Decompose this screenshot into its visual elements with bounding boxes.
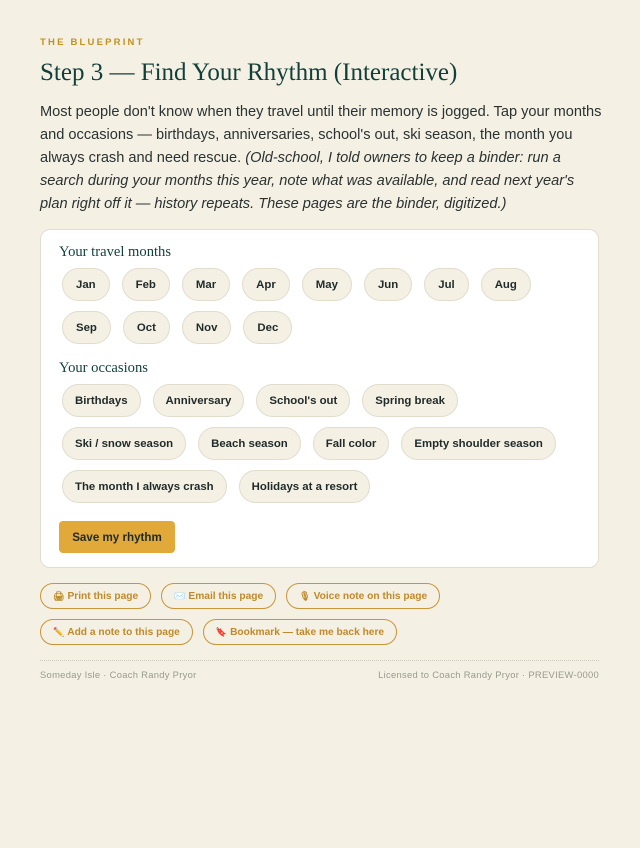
- occasion-chip-empty-shoulder-season[interactable]: Empty shoulder season: [401, 427, 556, 460]
- month-chip-mar[interactable]: Mar: [182, 268, 230, 301]
- save-rhythm-button[interactable]: Save my rhythm: [59, 521, 175, 553]
- email-this-page-button[interactable]: [161, 583, 276, 609]
- occasion-chip-anniversary[interactable]: Anniversary: [153, 384, 245, 417]
- voice-note-on-this-page-button[interactable]: [286, 583, 440, 609]
- month-chip-sep[interactable]: Sep: [62, 311, 111, 344]
- printer-icon: 🖨: [53, 590, 65, 601]
- add-a-note-to-this-page-button[interactable]: [40, 619, 193, 645]
- email-icon: ✉️: [174, 590, 186, 601]
- occasion-chip-birthdays[interactable]: Birthdays: [62, 384, 141, 417]
- occasion-chip-the-month-i-always-crash[interactable]: The month I always crash: [62, 470, 227, 503]
- occasion-chip-school-s-out[interactable]: School's out: [256, 384, 350, 417]
- eyebrow-label: THE BLUEPRINT: [40, 37, 145, 48]
- month-chip-may[interactable]: May: [302, 268, 352, 301]
- intro-text: Most people don't know when they travel until their memory is jogged. Tap your months and occasions — birthdays, anniversaries, school's out, ski season, the month you always crash and need rescue.: [40, 104, 602, 166]
- occasion-chip-ski-snow-season[interactable]: Ski / snow season: [62, 427, 186, 460]
- action-label: Voice note on this page: [313, 590, 428, 602]
- print-this-page-button[interactable]: [40, 583, 151, 609]
- action-label: Add a note to this page: [67, 626, 180, 638]
- footer: [40, 669, 599, 680]
- rhythm-card: [40, 229, 599, 568]
- month-chip-feb[interactable]: Feb: [122, 268, 170, 301]
- occasion-chip-spring-break[interactable]: Spring break: [362, 384, 458, 417]
- occasion-chip-beach-season[interactable]: Beach season: [198, 427, 301, 460]
- month-chip-jun[interactable]: Jun: [364, 268, 412, 301]
- footer-right: Licensed to Coach Randy Pryor · PREVIEW-0000: [378, 669, 599, 680]
- month-chip-dec[interactable]: Dec: [243, 311, 292, 344]
- bookmark-icon: 🔖: [215, 626, 228, 637]
- microphone-icon: 🎙: [299, 590, 311, 601]
- month-chip-nov[interactable]: Nov: [182, 311, 232, 344]
- page-actions: [40, 583, 600, 655]
- intro-paragraph: [40, 101, 605, 216]
- occasion-chip-fall-color[interactable]: Fall color: [313, 427, 390, 460]
- intro-aside: (Old-school, I told owners to keep a binder: run a search during your months this year, note what was available, and read next year's plan right off it — history repeats. These pages are the binder, digitized.): [40, 150, 575, 212]
- month-chip-aug[interactable]: Aug: [481, 268, 531, 301]
- month-chip-apr[interactable]: Apr: [242, 268, 290, 301]
- bookmark-take-me-back-here-button[interactable]: [203, 619, 397, 645]
- occasions-chip-group: [59, 384, 580, 513]
- occasions-section-title: Your occasions: [59, 360, 148, 376]
- page-title: Step 3 — Find Your Rhythm (Interactive): [40, 59, 458, 86]
- action-label: Print this page: [67, 590, 139, 602]
- month-chip-jan[interactable]: Jan: [62, 268, 110, 301]
- months-chip-group: [59, 268, 580, 354]
- pencil-icon: ✏️: [53, 626, 65, 637]
- footer-divider: [40, 660, 599, 661]
- month-chip-oct[interactable]: Oct: [123, 311, 170, 344]
- month-chip-jul[interactable]: Jul: [424, 268, 468, 301]
- months-section-title: Your travel months: [59, 244, 172, 260]
- action-label: Bookmark — take me back here: [230, 626, 385, 638]
- footer-left: Someday Isle · Coach Randy Pryor: [40, 669, 197, 680]
- action-label: Email this page: [188, 590, 264, 602]
- occasion-chip-holidays-at-a-resort[interactable]: Holidays at a resort: [239, 470, 371, 503]
